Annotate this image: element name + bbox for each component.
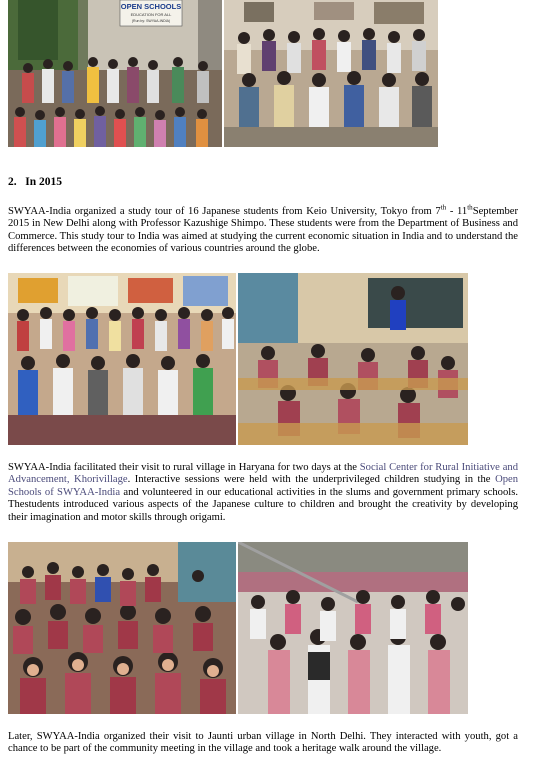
section-number: 2. [8, 176, 17, 188]
photo-girls-uniforms [238, 542, 468, 714]
photo-classroom-activity [238, 273, 468, 445]
para2-text-3: and volunteered in our educational activities in the slums and government primary schools. Thestudents introduced various aspects of the Japanese culture to children and brought the creativity by developing their imagination and motor skills through origami. [8, 486, 518, 523]
sign-subtitle: EDUCATION FOR ALL [130, 12, 172, 17]
paragraph-study-tour [8, 203, 518, 256]
sign-title: OPEN SCHOOLS [120, 2, 182, 11]
paragraph-jaunti-visit: Later, SWYAA-India organized their visit to Jaunti urban village in North Delhi. They interacted with youth, got a chance to be part of the community meeting in the village and took a heritage walk around the village. [8, 731, 518, 755]
photo-open-school-group [8, 0, 222, 147]
photo-children-classroom [8, 542, 236, 714]
photo-indoor-group [224, 0, 438, 147]
para2-text-2: . Interactive sessions were held with the underprivileged children studying in the [127, 474, 496, 486]
para2-highlight-open-schools: Open Schools of SWYAA-India [8, 474, 519, 498]
para1-sup-2: th [467, 203, 473, 212]
para1-text-2: - 11 [446, 206, 468, 217]
para1-text-3: September 2015 in New Delhi along with Professor Kazushige Shimpo. These students were from the Department of Business and Commerce. This study tour to India was aimed at studying the current economic situation in India and to understand the differences between the economies of various countries around the globe. [8, 206, 518, 255]
paragraph-rural-visit [8, 462, 518, 524]
para1-sup-1: th [440, 203, 447, 212]
para2-text-1: SWYAA-India facilitated their visit to rural village in Haryana for two days at the [8, 462, 360, 473]
section-heading [8, 176, 62, 188]
para1-text-1: SWYAA-India organized a study tour of 16 Japanese students from Keio University, Tokyo from 7 [8, 206, 441, 217]
para2-highlight-center: Social Center for Rural Initiative and Advancement, Khorivillage [8, 462, 518, 486]
section-title: In 2015 [25, 176, 62, 188]
photo-classroom-group [8, 273, 236, 445]
sign-subtitle-2: (Run by: SWYAA-INDIA) [131, 19, 171, 23]
